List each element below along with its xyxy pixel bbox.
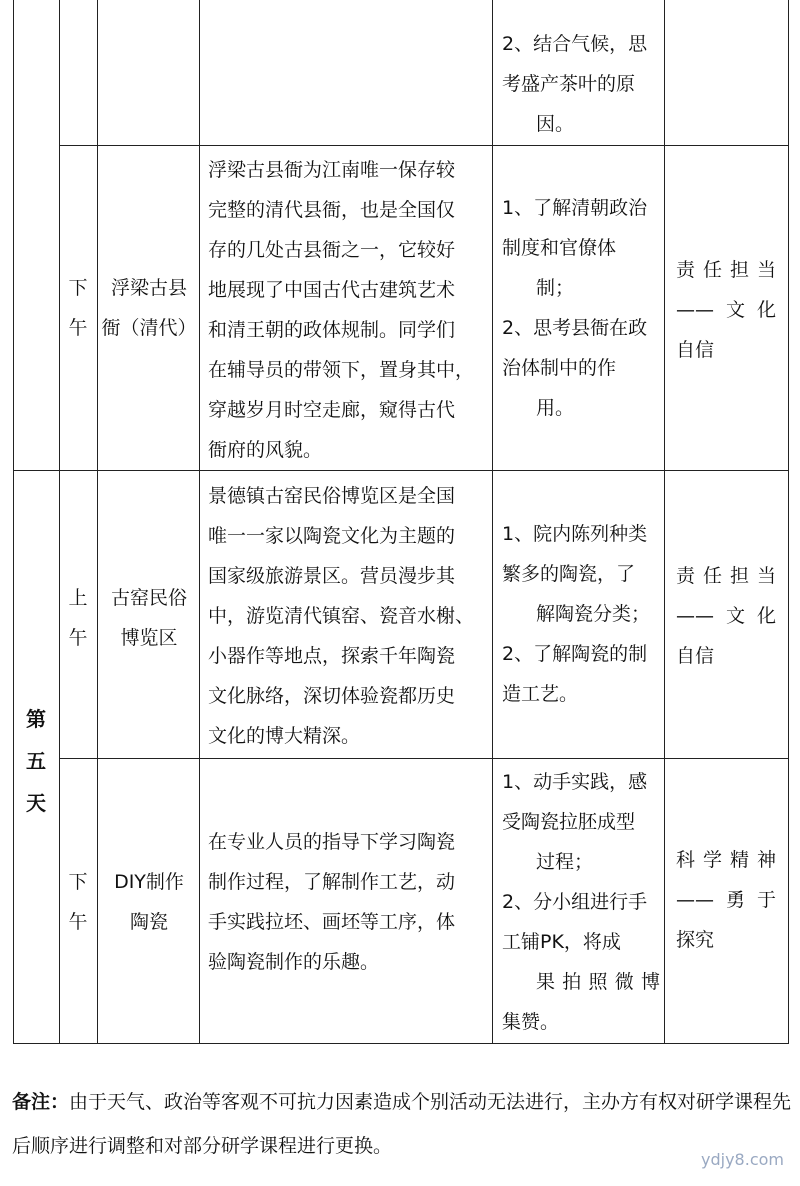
desc-line: 穿越岁月时空走廊，窥得古代 [208,399,456,421]
day-label [16,698,56,824]
row-1-place [99,268,199,348]
value-line: ——勇于 [676,889,776,911]
row-2-value [676,556,776,676]
goal-line: 受陶瓷拉胚成型 [502,811,636,833]
row-3-description [208,822,488,982]
value-line: 自信 [676,339,715,361]
table-right-border [788,0,789,1044]
desc-line: 在专业人员的指导下学习陶瓷 [208,831,456,853]
row-3-period [61,862,95,942]
value-line: 探究 [676,929,715,951]
row-0-goals [502,24,660,144]
row-divider [13,470,789,471]
col-divider [664,0,665,1044]
desc-line: 中，游览清代镇窑、瓷音水榭、 [208,605,475,627]
row-divider [59,758,789,759]
row-3-place [99,862,199,942]
goal-line: 过程； [536,851,594,873]
goal-line: 2、分小组进行手 [502,891,648,913]
desc-line: 制作过程，了解制作工艺，动 [208,871,456,893]
place-line: 博览区 [120,627,178,649]
period-char: 上 [68,587,88,609]
value-line: 责任担当 [676,565,776,587]
row-divider [59,145,789,146]
goal-line: 2、结合气候，思 [502,33,648,55]
day-char: 五 [26,749,46,773]
value-line: 责任担当 [676,259,776,281]
row-3-value [676,840,776,960]
goal-line: 2、了解陶瓷的制 [502,643,648,665]
goal-line: 制度和官僚体 [502,237,617,259]
row-1-goals [502,188,660,428]
row-2-description [208,476,488,756]
table-bottom-border [13,1043,789,1044]
period-char: 下 [68,277,88,299]
desc-line: 地展现了中国古代古建筑艺术 [208,279,456,301]
goal-line: 1、了解清朝政治 [502,197,648,219]
desc-line: 国家级旅游景区。营员漫步其 [208,565,456,587]
goal-line: 因。 [536,113,575,135]
goal-line: 治体制中的作 [502,357,617,379]
row-2-period [61,578,95,658]
desc-line: 在辅导员的带领下，置身其中， [208,359,475,381]
watermark-text: ydjy8.com [701,1150,784,1169]
row-1-value [676,250,776,370]
value-line: ——文化 [676,605,776,627]
col-divider [13,0,14,1044]
remark-note [12,1080,792,1168]
place-line: 浮梁古县 [110,277,187,299]
desc-line: 手实践拉坯、画坯等工序，体 [208,911,456,933]
row-1-description [208,150,488,470]
value-line: ——文化 [676,299,776,321]
period-char: 下 [68,871,88,893]
period-char: 午 [68,627,88,649]
desc-line: 和清王朝的政体规制。同学们 [208,319,456,341]
row-3-goals [502,762,660,1042]
place-line: 衙（清代） [101,317,197,339]
remark-label: 备注： [12,1091,70,1113]
desc-line: 完整的清代县衙，也是全国仅 [208,199,456,221]
desc-line: 唯一一家以陶瓷文化为主题的 [208,525,456,547]
place-line: DIY制作 [114,871,184,893]
period-char: 午 [68,911,88,933]
col-divider [492,0,493,1044]
goal-line: 制； [536,277,575,299]
goal-line: 1、动手实践，感 [502,771,648,793]
col-divider [97,0,98,1044]
period-char: 午 [68,317,88,339]
remark-text: 由于天气、政治等客观不可抗力因素造成个别活动无法进行，主办方有权对研学课程先后顺序进行调整和对部分研学课程进行更换。 [12,1091,792,1157]
day-char: 第 [26,707,46,731]
col-divider [59,0,60,1044]
value-line: 科学精神 [676,849,776,871]
place-line: 陶瓷 [129,911,168,933]
desc-line: 文化的博大精深。 [208,725,361,747]
desc-line: 浮梁古县衙为江南唯一保存较 [208,159,456,181]
desc-line: 存的几处古县衙之一，它较好 [208,239,456,261]
goal-line: 2、思考县衙在政 [502,317,648,339]
desc-line: 验陶瓷制作的乐趣。 [208,951,380,973]
row-1-period [61,268,95,348]
desc-line: 衙府的风貌。 [208,439,323,461]
goal-line: 集赞。 [502,1011,560,1033]
day-char: 天 [26,791,46,815]
goal-line: 造工艺。 [502,683,579,705]
goal-line: 解陶瓷分类； [536,603,651,625]
desc-line: 景德镇古窑民俗博览区是全国 [208,485,456,507]
col-divider [199,0,200,1044]
desc-line: 文化脉络，深切体验瓷都历史 [208,685,456,707]
goal-line: 1、院内陈列种类 [502,523,648,545]
row-2-place [99,578,199,658]
goal-line: 工铺PK，将成 [502,931,621,953]
goal-line: 繁多的陶瓷，了 [502,563,636,585]
place-line: 古窑民俗 [110,587,187,609]
goal-line: 果拍照微博 [536,971,660,993]
desc-line: 小器作等地点，探索千年陶瓷 [208,645,456,667]
row-2-goals [502,514,660,714]
goal-line: 考盛产茶叶的原 [502,73,636,95]
goal-line: 用。 [536,397,575,419]
value-line: 自信 [676,645,715,667]
